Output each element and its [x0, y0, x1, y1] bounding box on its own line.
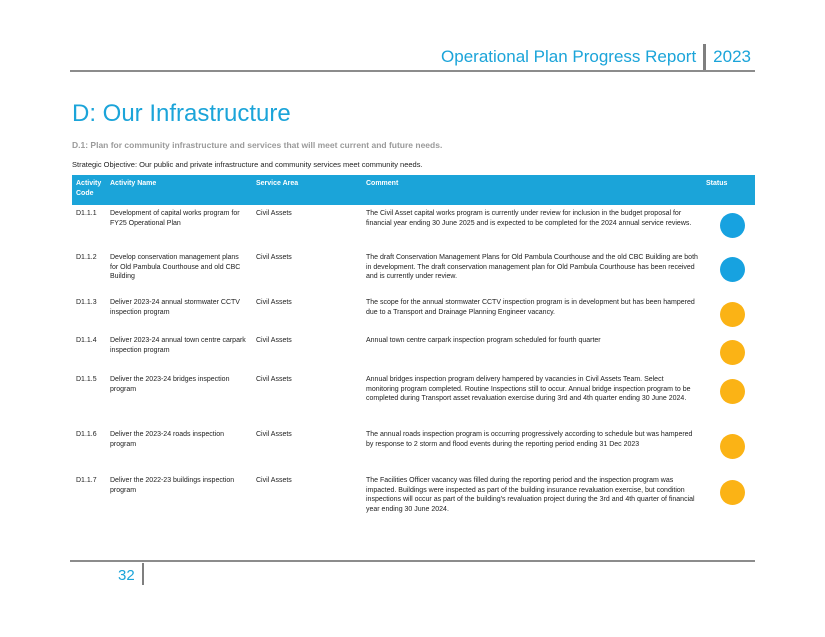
header-rule [70, 70, 755, 72]
header-comment: Comment [362, 175, 702, 205]
activity-code: D1.1.7 [76, 477, 97, 484]
table-row [72, 371, 755, 426]
comment: The scope for the annual stormwater CCTV inspection program is in development but has been hampered due to a Transport and Drainage Planning Engineer vacancy. [366, 299, 695, 316]
activities-table [72, 175, 755, 522]
strategic-objective: Strategic Objective: Our public and private infrastructure and community services meet community needs. [72, 160, 423, 169]
status-cell [702, 332, 755, 371]
activity-name: Deliver the 2022-23 buildings inspection program [110, 477, 235, 494]
status-dot-icon [720, 379, 745, 404]
status-cell [702, 249, 755, 294]
header-activity-name: Activity Name [106, 175, 252, 205]
status-cell [702, 472, 755, 522]
table-row [72, 472, 755, 522]
activity-name: Deliver the 2023-24 roads inspection program [110, 431, 225, 448]
comment: Annual town centre carpark inspection program scheduled for fourth quarter [366, 337, 601, 344]
section-subtitle: D.1: Plan for community infrastructure and services that will meet current and future needs. [72, 140, 443, 150]
status-dot-icon [720, 257, 745, 282]
status-cell [702, 371, 755, 426]
comment: The Civil Asset capital works program is currently under review for inclusion in the budget proposal for financial year ending 30 June 2025 and is expected to be completed for the 2024 annual service reviews. [366, 210, 692, 227]
header-activity-code: Activity Code [72, 175, 106, 205]
activity-code: D1.1.4 [76, 337, 97, 344]
footer-rule [70, 560, 755, 562]
service-area: Civil Assets [256, 477, 292, 484]
status-cell [702, 426, 755, 472]
status-dot-icon [720, 340, 745, 365]
table-row [72, 426, 755, 472]
footer-divider [142, 563, 144, 585]
status-cell [702, 294, 755, 332]
activity-name: Deliver the 2023-24 bridges inspection program [110, 376, 230, 393]
page-number: 32 [118, 567, 135, 584]
activity-code: D1.1.2 [76, 254, 97, 261]
status-cell [702, 205, 755, 249]
service-area: Civil Assets [256, 431, 292, 438]
section-title: D: Our Infrastructure [72, 100, 291, 127]
status-dot-icon [720, 213, 745, 238]
status-dot-icon [720, 302, 745, 327]
page-header [441, 44, 751, 70]
service-area: Civil Assets [256, 210, 292, 217]
comment: The draft Conservation Management Plans for Old Pambula Courthouse and the old CBC Building are both in development. The draft conservation management plan for Old Pambula Courthouse has been received and is currently under review. [366, 254, 698, 281]
comment: Annual bridges inspection program delivery hampered by vacancies in Civil Assets Team. Select monitoring program completed. Routine Inspections still to occur. Annual bridge inspection program to be completed during Transport asset revaluation exercise during 3rd and 4th quarter ending 30 June 2024. [366, 376, 691, 403]
activity-name: Deliver 2023-24 annual stormwater CCTV inspection program [110, 299, 240, 316]
status-dot-icon [720, 480, 745, 505]
activity-name: Develop conservation management plans for Old Pambula Courthouse and old CBC Building [110, 254, 241, 281]
comment: The Facilities Officer vacancy was filled during the reporting period and the inspection program was impacted. Buildings were inspected as part of the building insurance revaluation exercise, but condition inspections will occur as part of the building's revaluation project during the 3rd and 4th quarter of financial year ending 30 June 2024. [366, 477, 695, 513]
table-row [72, 294, 755, 332]
report-title: Operational Plan Progress Report [441, 47, 697, 66]
table-header-row [72, 175, 755, 205]
activity-code: D1.1.3 [76, 299, 97, 306]
comment: The annual roads inspection program is occurring progressively according to schedule but was hampered by response to 2 storm and flood events during the reporting period ending 31 Dec 2023 [366, 431, 693, 448]
service-area: Civil Assets [256, 299, 292, 306]
activity-name: Deliver 2023-24 annual town centre carpark inspection program [110, 337, 246, 354]
activity-name: Development of capital works program for FY25 Operational Plan [110, 210, 240, 227]
activity-code: D1.1.1 [76, 210, 97, 217]
service-area: Civil Assets [256, 376, 292, 383]
status-dot-icon [720, 434, 745, 459]
table-row [72, 205, 755, 249]
header-status: Status [702, 175, 755, 205]
service-area: Civil Assets [256, 337, 292, 344]
report-year: 2023 [713, 47, 751, 66]
table-row [72, 332, 755, 371]
service-area: Civil Assets [256, 254, 292, 261]
activity-code: D1.1.5 [76, 376, 97, 383]
header-service-area: Service Area [252, 175, 362, 205]
activity-code: D1.1.6 [76, 431, 97, 438]
table-row [72, 249, 755, 294]
